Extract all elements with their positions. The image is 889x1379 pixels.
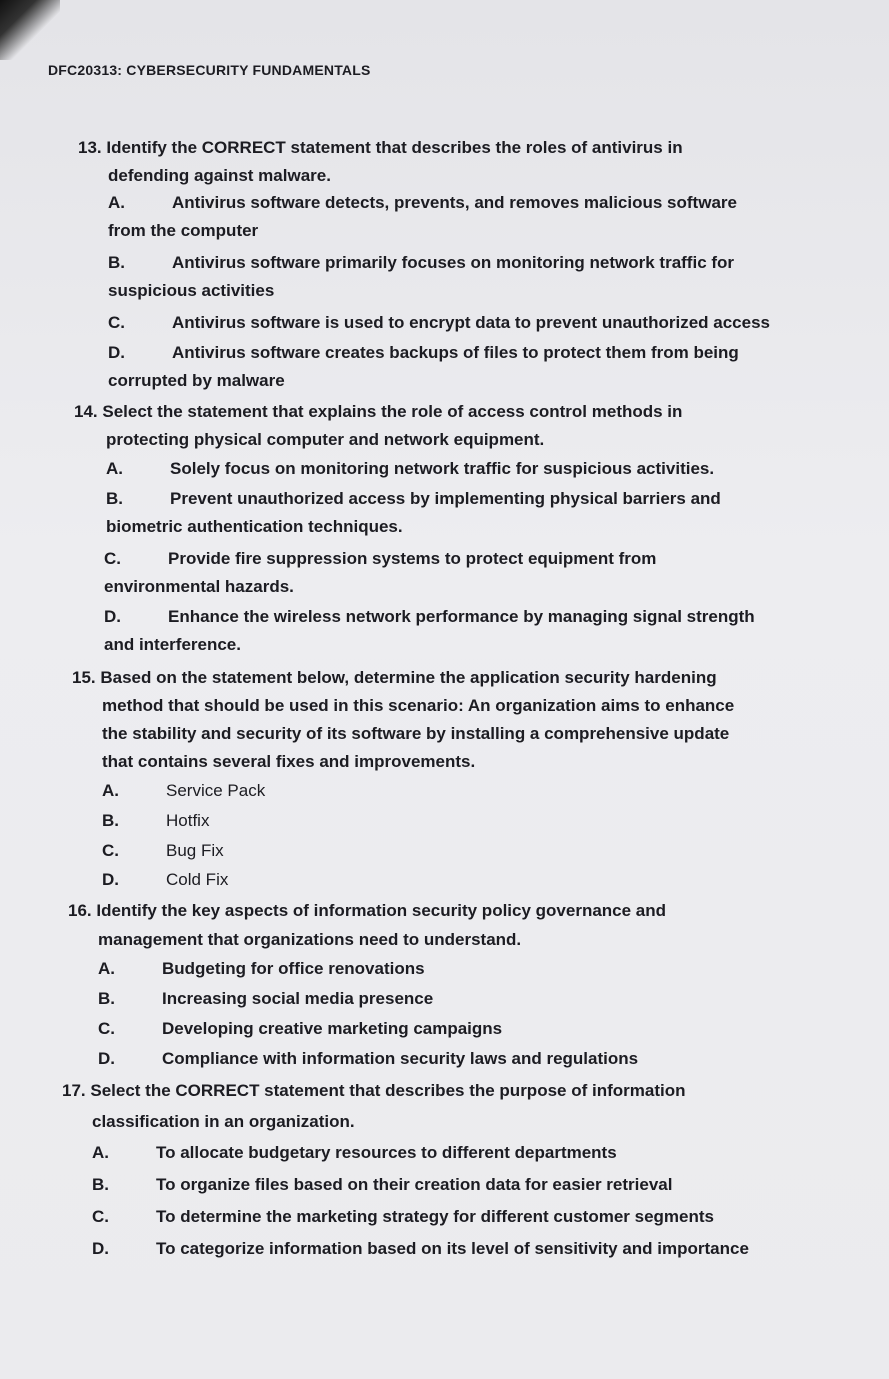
q15-option-b: B. Hotfix (102, 811, 210, 830)
dark-corner (0, 0, 60, 60)
q14-option-c: C. Provide fire suppression systems to protect equipment from (104, 549, 657, 568)
q14-option-b: B. Prevent unauthorized access by implementing physical barriers and (106, 489, 721, 508)
q13-option-a-cont: from the computer (108, 221, 259, 240)
q13-option-c: C. Antivirus software is used to encrypt data to prevent unauthorized access (108, 313, 770, 332)
q13-option-a: A. Antivirus software detects, prevents, and removes malicious software (108, 193, 737, 212)
q13-option-d-cont: corrupted by malware (108, 371, 285, 390)
question-17-stem-line-1: 17. Select the CORRECT statement that describes the purpose of information (62, 1081, 686, 1100)
q14-option-c-cont: environmental hazards. (104, 577, 294, 596)
q13-option-b: B. Antivirus software primarily focuses on monitoring network traffic for (108, 253, 735, 272)
question-number: 16. (68, 901, 92, 920)
q16-option-d: D. Compliance with information security laws and regulations (98, 1049, 639, 1068)
q15-option-a: A. Service Pack (102, 781, 266, 800)
question-number: 13. (78, 138, 102, 157)
question-16-stem-line-1: 16. Identify the key aspects of information security policy governance and (68, 901, 667, 920)
question-15-stem-line-1: 15. Based on the statement below, determine the application security hardening (72, 668, 717, 687)
q16-option-c: C. Developing creative marketing campaigns (98, 1019, 503, 1038)
question-number: 17. (62, 1081, 86, 1100)
question-15-stem-line-2: method that should be used in this scenario: An organization aims to enhance (102, 696, 735, 715)
course-header: DFC20313: CYBERSECURITY FUNDAMENTALS (48, 62, 371, 78)
question-13-stem-line-1: 13. Identify the CORRECT statement that describes the roles of antivirus in (78, 138, 683, 157)
question-15-stem-line-3: the stability and security of its software by installing a comprehensive update (102, 724, 730, 743)
question-14-stem-line-1: 14. Select the statement that explains the role of access control methods in (74, 402, 683, 421)
question-13-stem-line-2: defending against malware. (108, 166, 331, 185)
q16-option-a: A. Budgeting for office renovations (98, 959, 425, 978)
q14-option-d-cont: and interference. (104, 635, 241, 654)
question-16-stem-line-2: management that organizations need to understand. (98, 930, 522, 949)
q15-option-d: D. Cold Fix (102, 870, 229, 889)
q14-option-d: D. Enhance the wireless network performance by managing signal strength (104, 607, 755, 626)
q13-option-b-cont: suspicious activities (108, 281, 275, 300)
q17-option-b: B. To organize files based on their creation data for easier retrieval (92, 1175, 673, 1194)
q17-option-c: C. To determine the marketing strategy for different customer segments (92, 1207, 714, 1226)
question-15-stem-line-4: that contains several fixes and improvements. (102, 752, 476, 771)
q14-option-a: A. Solely focus on monitoring network traffic for suspicious activities. (106, 459, 715, 478)
q14-option-b-cont: biometric authentication techniques. (106, 517, 403, 536)
question-14-stem-line-2: protecting physical computer and network equipment. (106, 430, 545, 449)
q13-option-d: D. Antivirus software creates backups of files to protect them from being (108, 343, 739, 362)
q15-option-c: C. Bug Fix (102, 841, 224, 860)
q17-option-a: A. To allocate budgetary resources to different departments (92, 1143, 617, 1162)
question-number: 14. (74, 402, 98, 421)
q17-option-d: D. To categorize information based on its level of sensitivity and importance (92, 1239, 749, 1258)
question-number: 15. (72, 668, 96, 687)
question-17-stem-line-2: classification in an organization. (92, 1112, 355, 1131)
q16-option-b: B. Increasing social media presence (98, 989, 434, 1008)
